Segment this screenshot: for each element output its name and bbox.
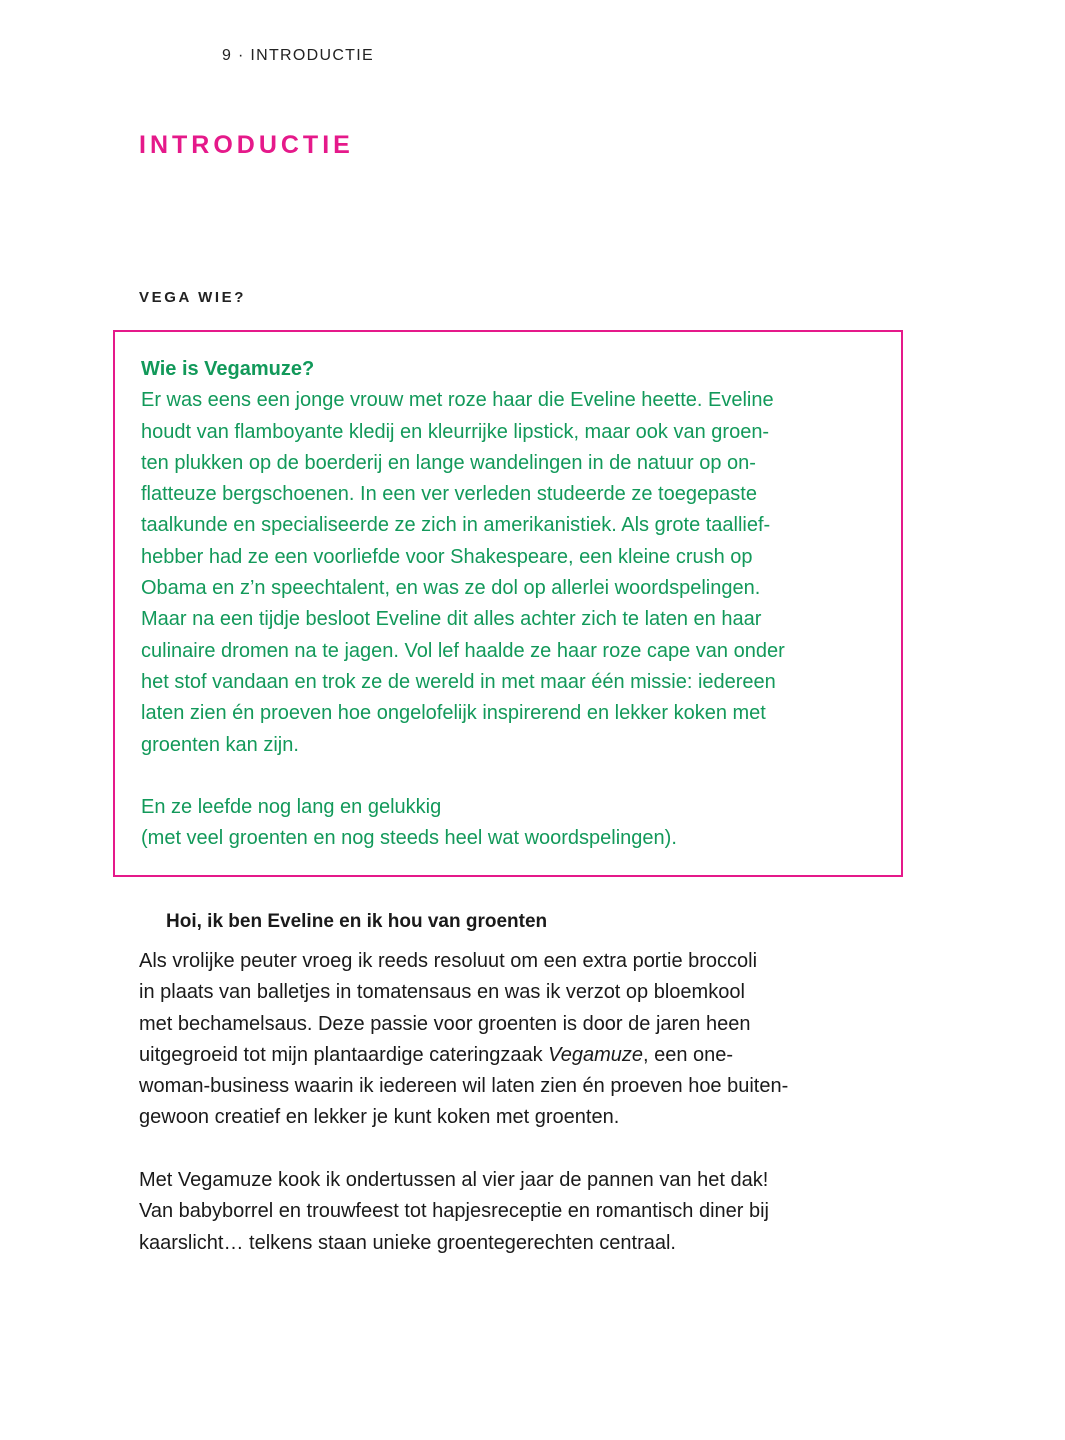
- business-name: Vegamuze: [548, 1043, 644, 1066]
- story-box: [113, 330, 903, 877]
- paragraph-gap: [139, 1134, 899, 1165]
- story-line: ten plukken op de boerderij en lange wandelingen in de natuur op on-: [141, 451, 756, 474]
- story-line: groenten kan zijn.: [141, 733, 299, 756]
- story-line: taalkunde en specialiseerde ze zich in amerikanistiek. Als grote taallief-: [141, 514, 771, 537]
- story-paragraph-2: [141, 792, 881, 855]
- body-line: kaarslicht… telkens staan unieke groentegerechten centraal.: [139, 1231, 676, 1254]
- story-line: hebber had ze een voorliefde voor Shakespeare, een kleine crush op: [141, 545, 753, 568]
- story-line: En ze leefde nog lang en gelukkig: [141, 796, 442, 819]
- story-line: het stof vandaan en trok ze de wereld in met maar één missie: iedereen: [141, 670, 776, 693]
- body-line: gewoon creatief en lekker je kunt koken met groenten.: [139, 1106, 620, 1129]
- story-line: flatteuze bergschoenen. In een ver verleden studeerde ze toegepaste: [141, 483, 757, 506]
- story-line: laten zien én proeven hoe ongelofelijk inspirerend en lekker koken met: [141, 702, 766, 725]
- body-line: woman-business waarin ik iedereen wil laten zien én proeven hoe buiten-: [139, 1075, 789, 1098]
- story-line: houdt van flamboyante kledij en kleurrijke lipstick, maar ook van groen-: [141, 420, 770, 443]
- paragraph-gap: [141, 761, 881, 792]
- body-line-text: uitgegroeid tot mijn plantaardige cateringzaak: [139, 1043, 549, 1066]
- section-label: VEGA WIE?: [139, 289, 247, 306]
- story-box-title: Wie is Vegamuze?: [141, 358, 315, 380]
- body-line: met bechamelsaus. Deze passie voor groenten is door de jaren heen: [139, 1012, 751, 1035]
- body-line: [139, 1040, 899, 1071]
- body-line: in plaats van balletjes in tomatensaus en was ik verzot op bloemkool: [139, 981, 745, 1004]
- story-line: (met veel groenten en nog steeds heel wat woordspelingen).: [141, 827, 677, 850]
- story-line: Er was eens een jonge vrouw met roze haar die Eveline heette. Eveline: [141, 389, 774, 412]
- story-line: culinaire dromen na te jagen. Vol lef haalde ze haar roze cape van onder: [141, 639, 785, 662]
- chapter-title: INTRODUCTIE: [139, 131, 354, 159]
- story-line: Maar na een tijdje besloot Eveline dit alles achter zich te laten en haar: [141, 608, 762, 631]
- subheading: Hoi, ik ben Eveline en ik hou van groenten: [166, 911, 548, 932]
- running-head-separator: ·: [237, 47, 245, 64]
- story-paragraph-1: [141, 385, 881, 761]
- body-line: Als vrolijke peuter vroeg ik reeds resoluut om een extra portie broccoli: [139, 950, 758, 972]
- body-line: Met Vegamuze kook ik ondertussen al vier jaar de pannen van het dak!: [139, 1169, 769, 1192]
- body-paragraph-1: [139, 946, 899, 1134]
- story-line: Obama en z’n speechtalent, en was ze dol op allerlei woordspelingen.: [141, 577, 761, 600]
- story-box-content: [141, 354, 881, 855]
- running-head: [222, 47, 374, 65]
- running-head-title: INTRODUCTIE: [250, 47, 374, 64]
- body-line-text: , een one-: [643, 1043, 734, 1066]
- body-paragraph-2: [139, 1165, 899, 1259]
- page-number: 9: [222, 47, 233, 64]
- body-line: Van babyborrel en trouwfeest tot hapjesreceptie en romantisch diner bij: [139, 1200, 769, 1223]
- body-text: [139, 946, 899, 1259]
